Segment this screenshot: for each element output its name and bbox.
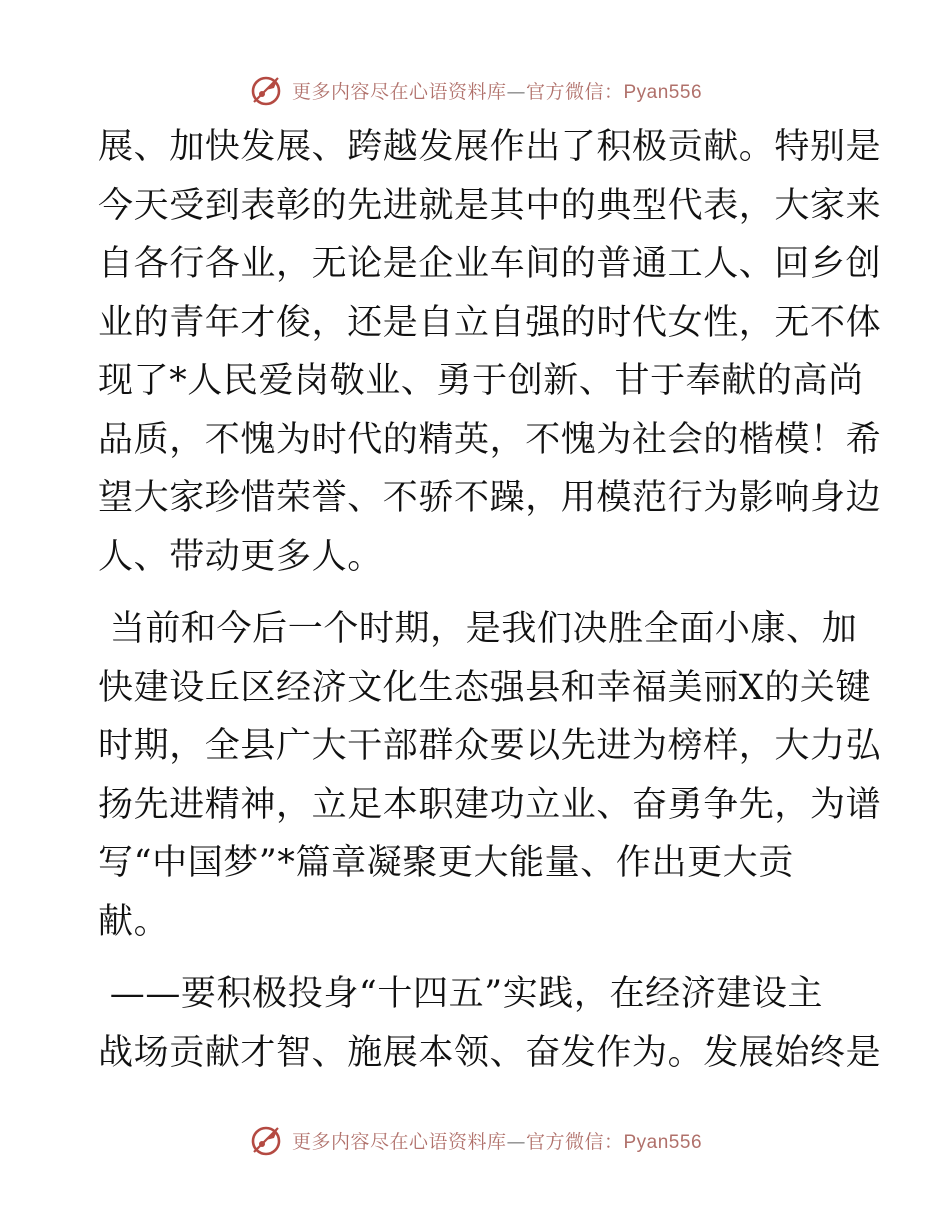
quill-logo-icon — [248, 72, 284, 108]
watermark-separator: — — [506, 80, 526, 103]
header-watermark — [0, 68, 950, 112]
text-line: 扬先进精神，立足本职建功立业、奋勇争先，为谱 — [98, 784, 882, 825]
watermark-label: 官方微信： — [525, 1130, 624, 1153]
text-line: 人、带动更多人。 — [98, 536, 383, 577]
watermark-brand: 更多内容尽在心语资料库 — [291, 80, 507, 103]
text-line: 自各行各业，无论是企业车间的普通工人、回乡创 — [98, 244, 882, 284]
watermark-account: Pyan556 — [623, 1131, 703, 1153]
watermark-separator: — — [506, 1130, 526, 1153]
watermark-text — [292, 77, 702, 104]
quill-logo-icon — [248, 1122, 284, 1158]
paragraph-spacer — [98, 586, 850, 600]
paragraph-3 — [98, 965, 882, 1082]
text-line: 献。 — [98, 901, 170, 942]
footer-watermark — [0, 1118, 950, 1162]
text-line: 今天受到表彰的先进就是其中的典型代表，大家来 — [98, 185, 882, 226]
text-line: 现了*人民爱岗敬业、勇于创新、甘于奉献的高尚 — [98, 361, 864, 401]
text-line: 快建设丘区经济文化生态强县和幸福美丽X的关键 — [98, 667, 872, 708]
watermark-brand: 更多内容尽在心语资料库 — [291, 1130, 507, 1153]
text-line: 战场贡献才智、施展本领、奋发作为。发展始终是 — [98, 1032, 882, 1073]
watermark-text — [292, 1127, 702, 1154]
watermark-account: Pyan556 — [623, 81, 703, 103]
text-line: 当前和今后一个时期，是我们决胜全面小康、加 — [98, 609, 858, 649]
text-line: ——要积极投身“十四五”实践，在经济建设主 — [98, 974, 824, 1014]
paragraph-2 — [98, 600, 882, 951]
text-line: 时期，全县广大干部群众要以先进为榜样，大力弘 — [98, 726, 882, 766]
text-line: 展、加快发展、跨越发展作出了积极贡献。特别是 — [98, 127, 882, 167]
paragraph-1 — [98, 118, 882, 586]
text-line: 品质，不愧为时代的精英，不愧为社会的楷模！希 — [98, 419, 882, 460]
document-body — [98, 118, 882, 1082]
text-line: 望大家珍惜荣誉、不骄不躁，用模范行为影响身边 — [98, 478, 882, 518]
watermark-label: 官方微信： — [525, 80, 624, 103]
text-line: 写“中国梦”*篇章凝聚更大能量、作出更大贡 — [98, 843, 794, 883]
paragraph-spacer — [98, 951, 850, 965]
text-line: 业的青年才俊，还是自立自强的时代女性，无不体 — [98, 302, 882, 343]
